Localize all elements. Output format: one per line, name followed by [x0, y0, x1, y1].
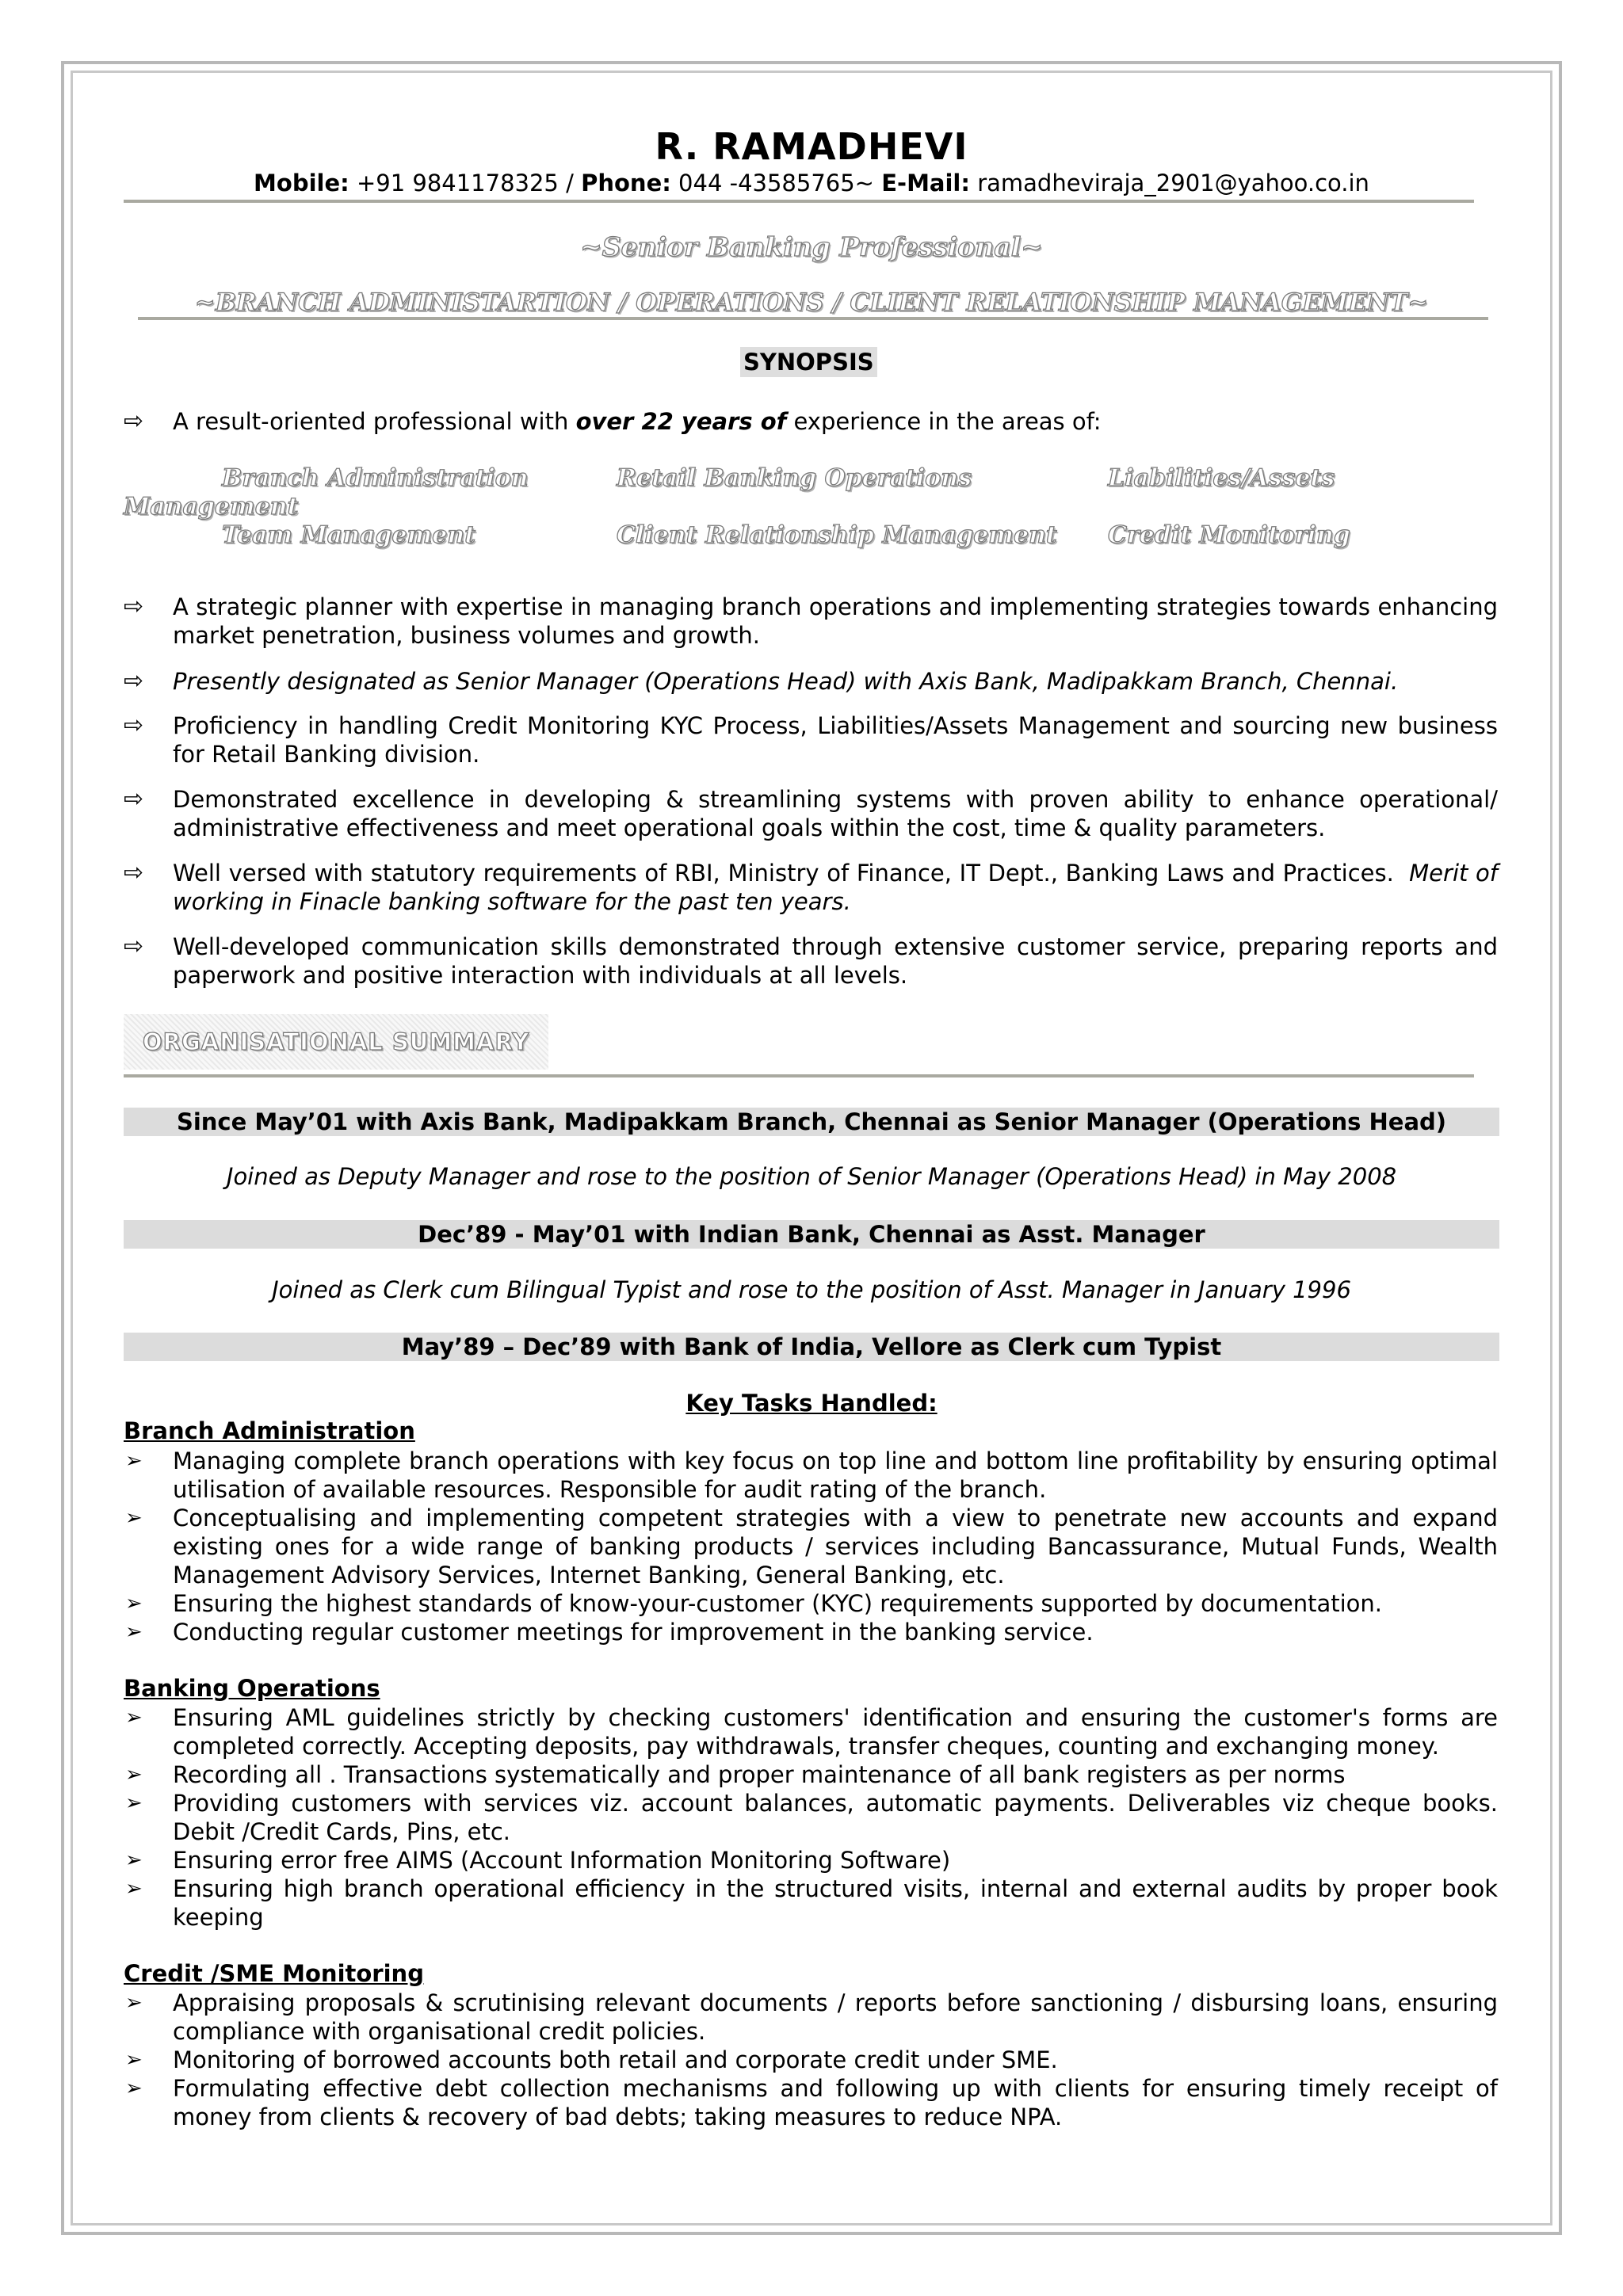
synopsis-point: A strategic planner with expertise in managing branch operations and implementing strategies towards enhancing market penetration, business volumes and growth. — [173, 593, 1498, 649]
triangle-bullet-icon: ➢ — [125, 2077, 143, 2100]
triangle-bullet-icon: ➢ — [125, 1791, 143, 1815]
synopsis-point — [173, 859, 1498, 916]
task-item: Ensuring high branch operational efficiency in the structured visits, internal and external audits by proper book keeping — [173, 1875, 1498, 1931]
arrow-bullet-icon: ⇨ — [124, 785, 144, 813]
arrow-bullet-icon: ⇨ — [124, 407, 144, 435]
job-note-axis: Joined as Deputy Manager and rose to the position of Senior Manager (Operations Head) in May 2008 — [226, 1163, 1397, 1190]
triangle-bullet-icon: ➢ — [125, 1848, 143, 1872]
arrow-bullet-icon: ⇨ — [124, 667, 144, 695]
current-designation: Presently designated as Senior Manager (Operations Head) with Axis Bank, Madipakkam Branch, Chennai. — [173, 668, 1399, 695]
triangle-bullet-icon: ➢ — [125, 1592, 143, 1615]
task-item: Monitoring of borrowed accounts both retail and corporate credit under SME. — [173, 2046, 1058, 2073]
task-item: Ensuring the highest standards of know-your-customer (KYC) requirements supported by documentation. — [173, 1590, 1382, 1617]
triangle-bullet-icon: ➢ — [125, 1449, 143, 1473]
area-team-management: Team Management — [222, 521, 476, 549]
job-title-bank-of-india: May’89 – Dec’89 with Bank of India, Vellore as Clerk cum Typist — [124, 1333, 1499, 1361]
task-item: Ensuring AML guidelines strictly by checking customers' identification and ensuring the customer's forms are completed correctly. Accepting deposits, pay withdrawals, transfer cheques, counting and exchanging money. — [173, 1704, 1498, 1760]
triangle-bullet-icon: ➢ — [125, 1763, 143, 1787]
synopsis-heading: SYNOPSIS — [740, 347, 877, 377]
section-banking-operations: Banking Operations — [124, 1675, 380, 1702]
task-item: Appraising proposals & scrutinising relevant documents / reports before sanctioning / disbursing loans, ensuring compliance with organisational credit policies. — [173, 1989, 1498, 2045]
phone-number: 044 -43585765~ — [678, 170, 874, 196]
synopsis-intro — [173, 407, 1498, 436]
intro-text-end: experience in the areas of: — [786, 408, 1102, 435]
task-item: Conceptualising and implementing competent strategies with a view to penetrate new accounts and expand existing ones for a wide range of banking products / services including Bancassurance, Mutual Funds, Wealth Management Advisory Services, Internet Banking, General Banking, etc. — [173, 1505, 1498, 1589]
task-item: Providing customers with services viz. account balances, automatic payments. Deliverables viz cheque books. Debit /Credit Cards, Pins, etc. — [173, 1790, 1498, 1845]
key-tasks-heading: Key Tasks Handled: — [685, 1390, 938, 1417]
job-title-indian-bank: Dec’89 - May’01 with Indian Bank, Chennai as Asst. Manager — [124, 1220, 1499, 1249]
area-retail-banking: Retail Banking Operations — [617, 464, 972, 492]
area-client-relationship: Client Relationship Management — [617, 521, 1057, 549]
task-item: Recording all . Transactions systematically and proper maintenance of all bank registers as per norms — [173, 1761, 1346, 1788]
arrow-bullet-icon: ⇨ — [124, 859, 144, 887]
email-address: ramadheviraja_2901@yahoo.co.in — [977, 170, 1369, 196]
org-summary-heading: ORGANISATIONAL SUMMARY — [143, 1028, 530, 1055]
expertise-tagline: ~BRANCH ADMINISTARTION / OPERATIONS / CLIENT RELATIONSHIP MANAGEMENT~ — [194, 288, 1429, 317]
contact-line — [0, 170, 1623, 196]
finacle-text: Merit of working in Finacle banking software for the past ten years. — [173, 860, 1498, 915]
triangle-bullet-icon: ➢ — [125, 1991, 143, 2015]
org-rule — [124, 1074, 1474, 1077]
intro-emphasis: over 22 years of — [575, 408, 787, 435]
triangle-bullet-icon: ➢ — [125, 1620, 143, 1644]
area-management: Management — [124, 493, 299, 521]
mobile-number: +91 9841178325 / — [356, 170, 574, 196]
task-item: Managing complete branch operations with key focus on top line and bottom line profitability by ensuring optimal utilisation of available resources. Responsible for audit rating of the branch. — [173, 1447, 1498, 1503]
synopsis-point: Proficiency in handling Credit Monitoring KYC Process, Liabilities/Assets Management and sourcing new business for Retail Banking division. — [173, 712, 1498, 768]
arrow-bullet-icon: ⇨ — [124, 711, 144, 739]
job-title-axis: Since May’01 with Axis Bank, Madipakkam Branch, Chennai as Senior Manager (Operations Head) — [124, 1108, 1499, 1136]
synopsis-point: Demonstrated excellence in developing & streamlining systems with proven ability to enhance operational/ administrative effectiveness and meet operational goals within the cost, time & quality parameters. — [173, 786, 1498, 841]
professional-title: ~Senior Banking Professional~ — [580, 231, 1043, 262]
candidate-name: R. RAMADHEVI — [655, 125, 968, 168]
arrow-bullet-icon: ⇨ — [124, 933, 144, 960]
triangle-bullet-icon: ➢ — [125, 2048, 143, 2072]
task-item: Conducting regular customer meetings for improvement in the banking service. — [173, 1619, 1094, 1646]
intro-text: A result-oriented professional with — [173, 408, 576, 435]
section-credit-sme-monitoring: Credit /SME Monitoring — [124, 1960, 424, 1987]
synopsis-point — [173, 667, 1498, 696]
synopsis-point: Well-developed communication skills demonstrated through extensive customer service, preparing reports and paperwork and positive interaction with individuals at all levels. — [173, 933, 1498, 989]
arrow-bullet-icon: ⇨ — [124, 593, 144, 620]
triangle-bullet-icon: ➢ — [125, 1506, 143, 1530]
tagline-rule — [138, 317, 1488, 320]
area-liabilities-assets: Liabilities/Assets — [1108, 464, 1335, 492]
email-label: E-Mail: — [881, 170, 970, 196]
area-branch-administration: Branch Administration — [222, 464, 529, 492]
job-note-indian-bank: Joined as Clerk cum Bilingual Typist and rose to the position of Asst. Manager in January 1996 — [272, 1276, 1351, 1303]
section-branch-administration: Branch Administration — [124, 1417, 415, 1444]
triangle-bullet-icon: ➢ — [125, 1706, 143, 1730]
header-rule — [124, 200, 1474, 203]
area-credit-monitoring: Credit Monitoring — [1108, 521, 1350, 549]
phone-label: Phone: — [581, 170, 671, 196]
statutory-text: Well versed with statutory requirements of RBI, Ministry of Finance, IT Dept., Banking Laws and Practices. — [173, 860, 1394, 887]
triangle-bullet-icon: ➢ — [125, 1877, 143, 1901]
task-item: Ensuring error free AIMS (Account Information Monitoring Software) — [173, 1847, 951, 1874]
task-item: Formulating effective debt collection mechanisms and following up with clients for ensuring timely receipt of money from clients & recovery of bad debts; taking measures to reduce NPA. — [173, 2075, 1498, 2130]
mobile-label: Mobile: — [254, 170, 349, 196]
